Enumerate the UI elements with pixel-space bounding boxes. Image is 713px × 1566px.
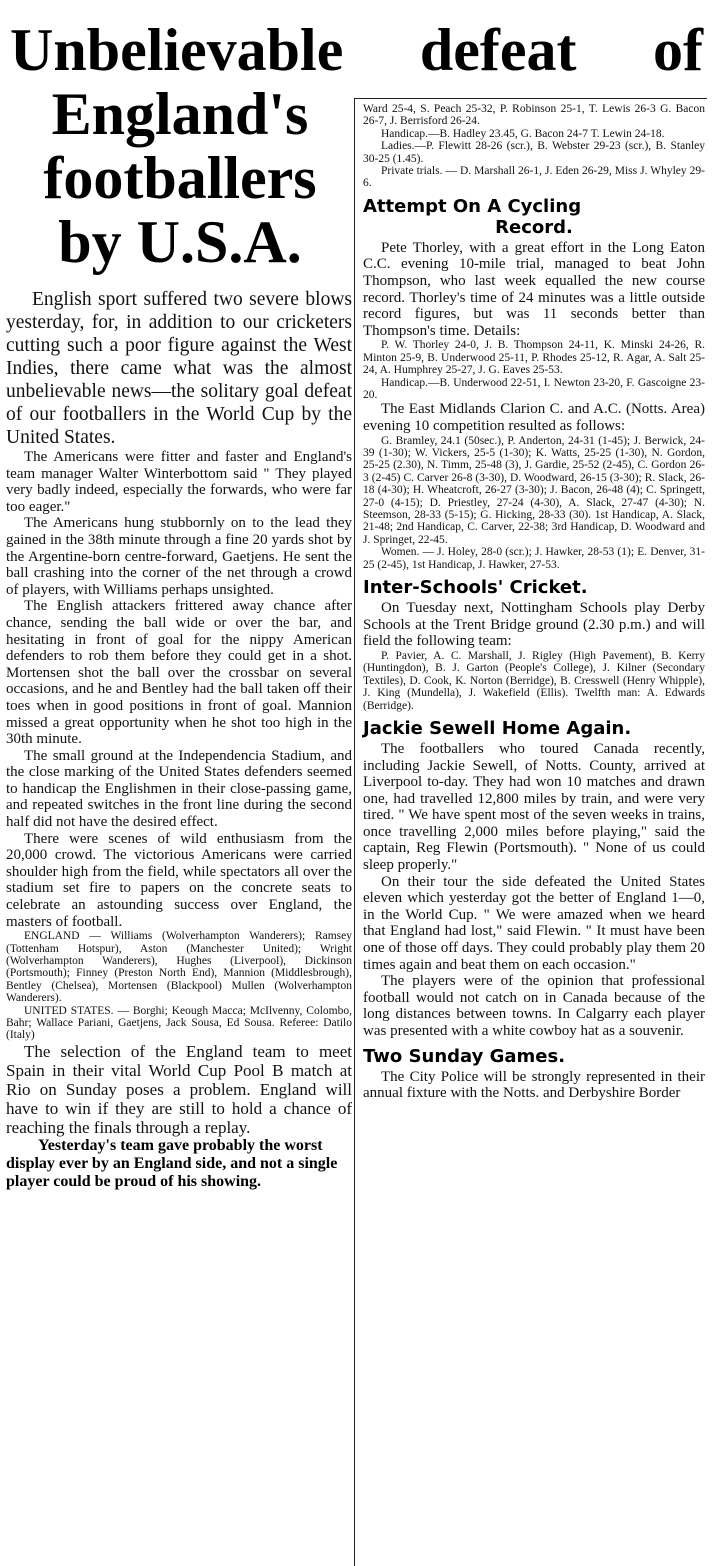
selection-paragraph: The selection of the England team to meet Spain in their vital World Cup Pool B match at Rio on Sunday poses a problem. England will have to win if they are still to hold a chance of reaching the finals through a replay. [6,1041,352,1137]
sunday-games-subhead: Two Sunday Games. [363,1045,566,1067]
headline-line-1 [10,18,703,82]
sunday-games-paragraph: The City Police will be strongly represented in their annual fixture with the Notts. and Derbyshire Border [363,1068,705,1102]
article-paragraph: There were scenes of wild enthusiasm from the 20,000 crowd. The victorious Americans were carried shoulder high from the field, while spectators all over the stadium set fire to papers on the concrete seats to celebrate an astounding success over England, the masters of football. [6,830,352,930]
subhead-line: Attempt On A Cycling [363,195,582,217]
sewell-subhead: Jackie Sewell Home Again. [363,717,632,739]
headline-word: of [653,17,703,83]
article-paragraph: The small ground at the Independencia Stadium, and the close marking of the United States defenders seemed to handicap the Englishmen in their close-passing game, and repeated switches in the front line during the second half did not have the desired effect. [6,747,352,831]
cycling-results: P. W. Thorley 24-0, J. B. Thompson 24-11, K. Minski 24-26, R. Minton 25-9, B. Underwood 25-11, P. Rhodes 25-12, R. Agar, A. Salt 25-24, A. Humphrey 25-27, J. G. Eaves 25-53. [363,339,705,377]
cricket-team-list: P. Pavier, A. C. Marshall, J. Rigley (High Pavement), B. Kerry (Huntingdon), B. J. Garton (People's College), J. Kilner (Secondary Textiles), D. Cook, K. Norton (Berridge), B. Cresswell (Henry Whipple), J. King (Mundella), J. Wakefield (Ellis). Twelfth man: A. Edwards (Berridge). [363,649,705,712]
bold-closing-paragraph: Yesterday's team gave probably the worst display ever by an England side, and not a single player could be proud of his showing. [6,1136,338,1190]
results-list: Private trials. — D. Marshall 26-1, J. Eden 26-29, Miss J. Whyley 29-6. [363,165,705,190]
article-paragraph: The Americans were fitter and faster and England's team manager Walter Winterbottom said " They played very badly indeed, especially the forwards, who were far too eager." [6,449,352,515]
article-columns [6,98,707,1566]
results-list: Handicap.—B. Hadley 23.45, G. Bacon 24-7 T. Lewin 24-18. [381,127,665,140]
headline-word: defeat [419,17,577,83]
left-column [6,288,352,1191]
headline-word: Unbelievable [10,17,344,83]
england-team-list: ENGLAND — Williams (Wolverhampton Wanderers); Ramsey (Tottenham Hotspur), Aston (Manchester United); Wright (Wolverhampton Wanderers), Hughes (Liverpool), Dickinson (Portsmouth); Finney (Preston North End), Mannion (Middlesbrough), Bentley (Chelsea), Mortensen (Blackpool) Mullen (Wolverhampton Wanderers). [6,930,352,1005]
clarion-results: G. Bramley, 24.1 (50sec.), P. Anderton, 24-31 (1-45); J. Berwick, 24-39 (1-30); W. Vickers, 25-5 (1-30); K. Watts, 25-25 (1-30), N. Gordon, 25-25 (2.30), N. Timm, 25-48 (3), J. Gardie, 25-52 (2-45), C. Gordon 26-3 (2-45) C. Carver 26-8 (3-30), D. Woodward, 26-15 (3-30); R. Slack, 26-18 (4-30); H. Wheatcroft, 26-27 (3-30); J. Bacon, 26-48 (4); C. Springett, 27-0 (4-15); D. Priestley, 27-24 (4-30), A. Slack, 27-47 (4-30); N. Steemson, 28-33 (5-15); G. Hicking, 28-33 (30). 1st Handicap, A. Slack, 21-48; 2nd Handicap, C. Carver, 22-38; 3rd Handicap, D. Woodward and J. Springet, 22-45. [363,434,705,546]
usa-team-list: UNITED STATES. — Borghi; Keough Macca; McIlvenny, Colombo, Bahr; Wallace Pariani, Gaetjens, Jack Sousa, Ed Sousa. Referee: Datilo (Italy) [6,1004,352,1042]
cycling-subhead [363,196,705,238]
clarion-paragraph: The East Midlands Clarion C. and A.C. (Notts. Area) evening 10 competition resulted as follows: [363,401,705,435]
sewell-paragraph: On their tour the side defeated the United States eleven which yesterday got the better of England 1—0, in the World Cup. " We were amazed when we heard that England had lost," said Flewin. " It must have been one of those off days. They could probably play them 20 times again and beat them on each occasion." [363,873,705,973]
headline-line-4: by U.S.A. [58,209,302,275]
article-intro: English sport suffered two severe blows yesterday, for, in addition to our cricketers cutting such a poor figure against the West Indies, there came what was the almost unbelievable news—the solitary goal defeat of our footballers in the World Cup by the United States. [6,289,352,448]
subhead-line: Record. [495,216,573,238]
results-list: Ward 25-4, S. Peach 25-32, P. Robinson 25-1, T. Lewis 26-3 G. Bacon 26-7, J. Berrisford 26-24. [363,103,705,128]
article-paragraph: The English attackers frittered away chance after chance, sending the ball wide or over the bar, and hesitating in front of goal for the nippy American defenders to rob them before they could get in a shot. Mortensen shot the ball over the crossbar on several occasions, and he and Bentley had the ball taken off their toes when in good positions in front of goal. Mannion missed a great opportunity when he shot too high in the 30th minute. [6,598,352,748]
article-paragraph: The Americans hung stubbornly on to the lead they gained in the 38th minute through a fine 20 yards shot by the Argentine-born centre-forward, Gaetjens. He sent the ball crashing into the corner of the net through a crowd of players, with Williams perhaps unsighted. [6,515,352,598]
sewell-paragraph: The players were of the opinion that professional football would not catch on in Canada because of the long distances between towns. In Calgarry each player was presented with a white cowboy hat as a souvenir. [363,973,705,1039]
headline-line-3: footballers [43,145,317,211]
cycling-paragraph: Pete Thorley, with a great effort in the Long Eaton C.C. evening 10-mile trial, managed to beat John Thompson, who last week equalled the new course record. Thorley's time of 24 minutes was a little outside record figures, but was 11 seconds better than Thompson's time. Details: [363,239,705,339]
clarion-women-results: Women. — J. Holey, 28-0 (scr.); J. Hawker, 28-53 (1); E. Denver, 31-25 (2-45), 1st Handicap, J. Hawker, 27-53. [363,546,705,571]
headline-line-2: England's [51,81,309,147]
sewell-paragraph: The footballers who toured Canada recently, including Jackie Sewell, of Notts. County, arrived at Liverpool to-day. They had won 10 matches and drawn one, had travelled 12,800 miles by train, and were very tired. " We have spent most of the seven weeks in trains, once travelling 2,000 miles before playing," said the captain, Reg Flewin (Portsmouth). " None of us could sleep properly." [363,740,705,874]
cricket-subhead: Inter-Schools' Cricket. [363,577,588,599]
results-list: Ladies.—P. Flewitt 28-26 (scr.), B. Webster 29-23 (scr.), B. Stanley 30-25 (1.45). [363,140,705,165]
cycling-handicap: Handicap.—B. Underwood 22-51, I. Newton 23-20, F. Gascoigne 23-20. [363,376,705,402]
cricket-paragraph: On Tuesday next, Nottingham Schools play Derby Schools at the Trent Bridge ground (2.30 p.m.) and will field the following team: [363,600,705,650]
right-column [354,98,707,1566]
